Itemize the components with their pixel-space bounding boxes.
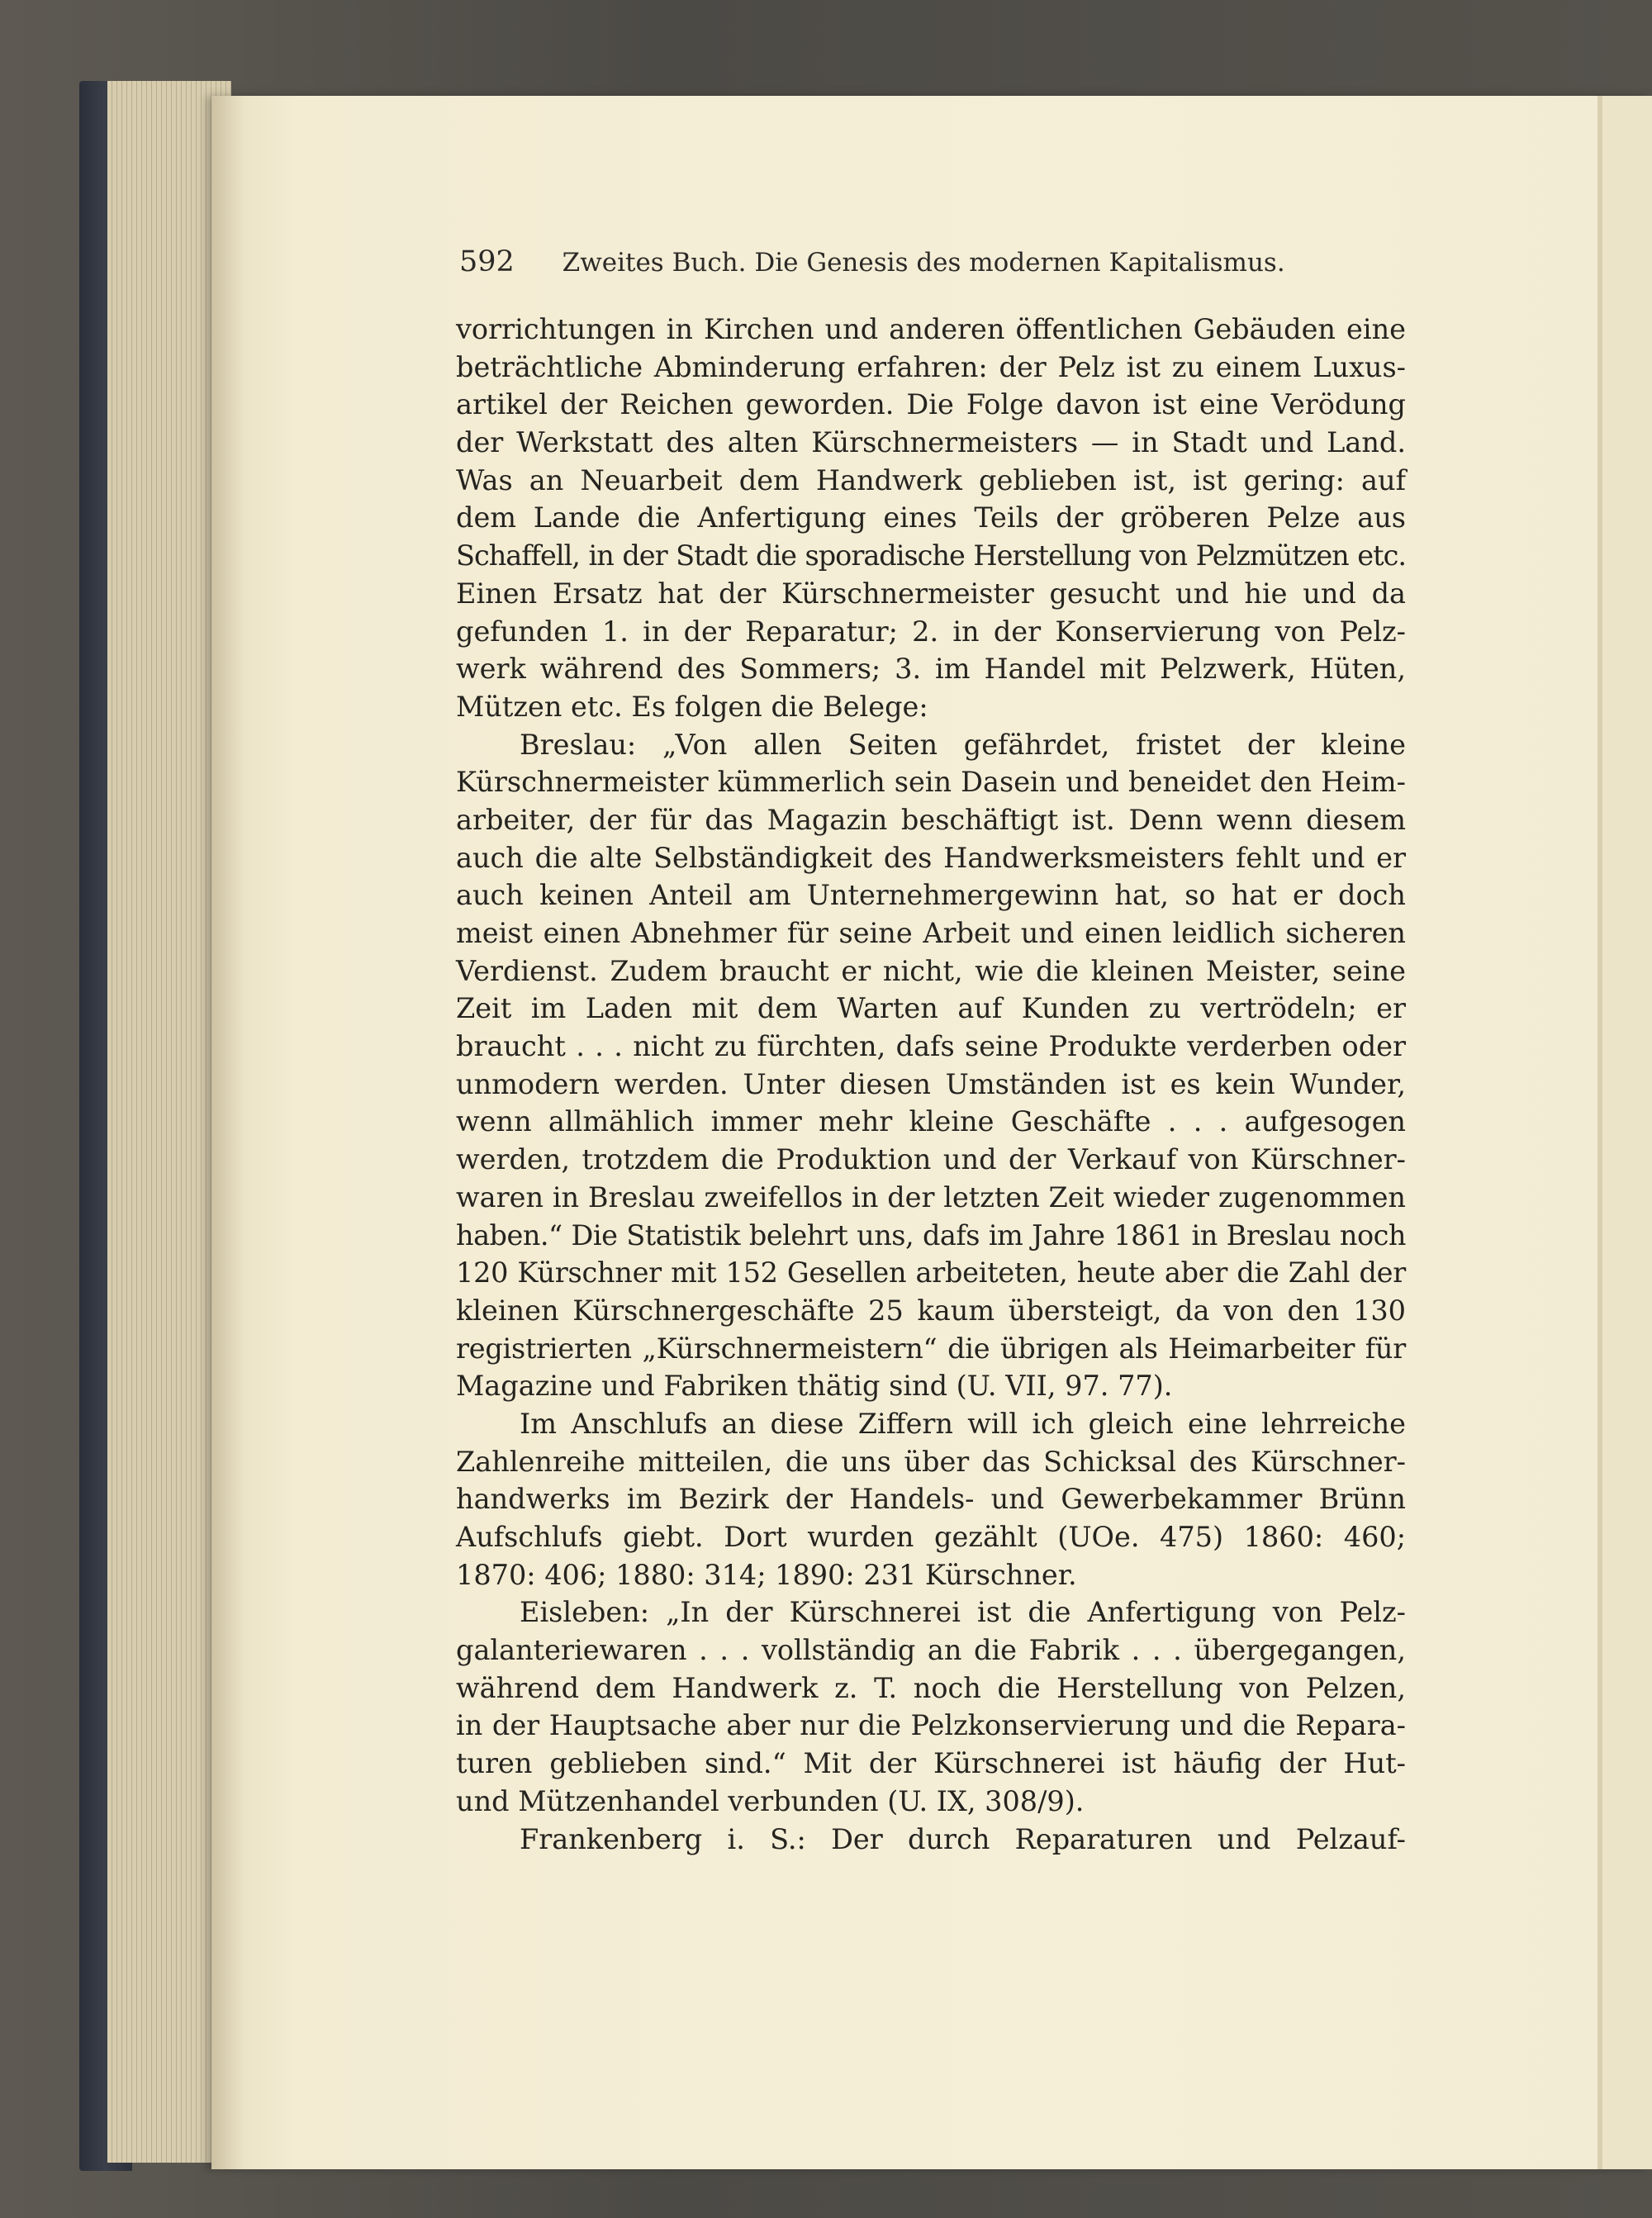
text-line: 120 Kürschner mit 152 Gesellen arbeiteten, heute aber die Zahl der [456, 1256, 1406, 1289]
running-header [459, 245, 1409, 278]
text-line: in der Hauptsache aber nur die Pelzkonservierung und die Repara- [456, 1709, 1406, 1742]
text-line: Im Anschlufs an diese Ziffern will ich gleich eine lehrreiche [520, 1407, 1406, 1440]
text-line: 1870: 406; 1880: 314; 1890: 231 Kürschner. [456, 1558, 1077, 1591]
text-line: Eisleben: „In der Kürschnerei ist die Anfertigung von Pelz- [520, 1596, 1406, 1629]
text-line: artikel der Reichen geworden. Die Folge davon ist eine Verödung [456, 388, 1406, 421]
text-line: Magazine und Fabriken thätig sind (U. VII, 97. 77). [456, 1370, 1173, 1403]
text-line: waren in Breslau zweifellos in der letzten Zeit wieder zugenommen [456, 1180, 1406, 1213]
text-line: auch keinen Anteil am Unternehmergewinn hat, so hat er doch [456, 879, 1406, 912]
text-line: Frankenberg i. S.: Der durch Reparaturen und Pelzauf- [520, 1822, 1406, 1855]
text-line: während dem Handwerk z. T. noch die Herstellung von Pelzen, [456, 1671, 1406, 1704]
text-line: galanteriewaren . . . vollständig an die Fabrik . . . übergegangen, [456, 1634, 1406, 1667]
text-line: Aufschlufs giebt. Dort wurden gezählt (UOe. 475) 1860: 460; [456, 1521, 1406, 1553]
text-line: Zahlenreihe mitteilen, die uns über das Schicksal des Kürschner- [456, 1445, 1406, 1478]
text-line: meist einen Abnehmer für seine Arbeit und einen leidlich sicheren [456, 917, 1406, 949]
text-line: turen geblieben sind.“ Mit der Kürschnerei ist häufig der Hut- [456, 1747, 1406, 1780]
text-line: Breslau: „Von allen Seiten gefährdet, fristet der kleine [520, 728, 1406, 761]
text-line: beträchtliche Abminderung erfahren: der Pelz ist zu einem Luxus- [456, 350, 1406, 383]
text-line: vorrichtungen in Kirchen und anderen öffentlichen Gebäuden eine [456, 313, 1406, 345]
facing-page-margin [1602, 96, 1652, 2169]
body-text [456, 311, 1406, 1858]
page-number: 592 [459, 245, 515, 278]
text-line: Was an Neuarbeit dem Handwerk geblieben ist, ist gering: auf [456, 463, 1406, 496]
text-line: Kürschnermeister kümmerlich sein Dasein und beneidet den Heim- [456, 766, 1406, 799]
text-line: auch die alte Selbständigkeit des Handwerksmeisters fehlt und er [456, 841, 1406, 874]
text-line: dem Lande die Anfertigung eines Teils der gröberen Pelze aus [456, 501, 1406, 534]
text-line: unmodern werden. Unter diesen Umständen ist es kein Wunder, [456, 1067, 1406, 1100]
page-gutter-shadow [211, 96, 244, 2169]
text-line: braucht . . . nicht zu fürchten, dafs seine Produkte verderben oder [456, 1030, 1406, 1063]
text-line: Einen Ersatz hat der Kürschnermeister gesucht und hie und da [456, 577, 1406, 610]
text-line: registrierten „Kürschnermeistern“ die übrigen als Heimarbeiter für [456, 1332, 1406, 1365]
text-line: und Mützenhandel verbunden (U. IX, 308/9). [456, 1784, 1085, 1817]
text-line: werden, trotzdem die Produktion und der Verkauf von Kürschner- [456, 1143, 1406, 1176]
running-title: Zweites Buch. Die Genesis des modernen Kapitalismus. [562, 248, 1285, 278]
text-line: arbeiter, der für das Magazin beschäftigt ist. Denn wenn diesem [456, 803, 1406, 836]
text-line: Schaffell, in der Stadt die sporadische Herstellung von Pelzmützen etc. [456, 539, 1406, 572]
text-line: wenn allmählich immer mehr kleine Geschäfte . . . aufgesogen [456, 1105, 1406, 1138]
text-line: handwerks im Bezirk der Handels- und Gewerbekammer Brünn [456, 1483, 1406, 1516]
text-line: Mützen etc. Es folgen die Belege: [456, 690, 928, 723]
text-line: der Werkstatt des alten Kürschnermeisters — in Stadt und Land. [456, 426, 1406, 459]
text-line: Zeit im Laden mit dem Warten auf Kunden zu vertrödeln; er [456, 992, 1406, 1025]
text-line: werk während des Sommers; 3. im Handel mit Pelzwerk, Hüten, [456, 653, 1406, 686]
text-line: Verdienst. Zudem braucht er nicht, wie die kleinen Meister, seine [456, 954, 1406, 987]
text-line: haben.“ Die Statistik belehrt uns, dafs im Jahre 1861 in Breslau noch [456, 1218, 1406, 1251]
text-line: kleinen Kürschnergeschäfte 25 kaum übersteigt, da von den 130 [456, 1294, 1406, 1327]
text-line: gefunden 1. in der Reparatur; 2. in der Konservierung von Pelz- [456, 615, 1406, 648]
